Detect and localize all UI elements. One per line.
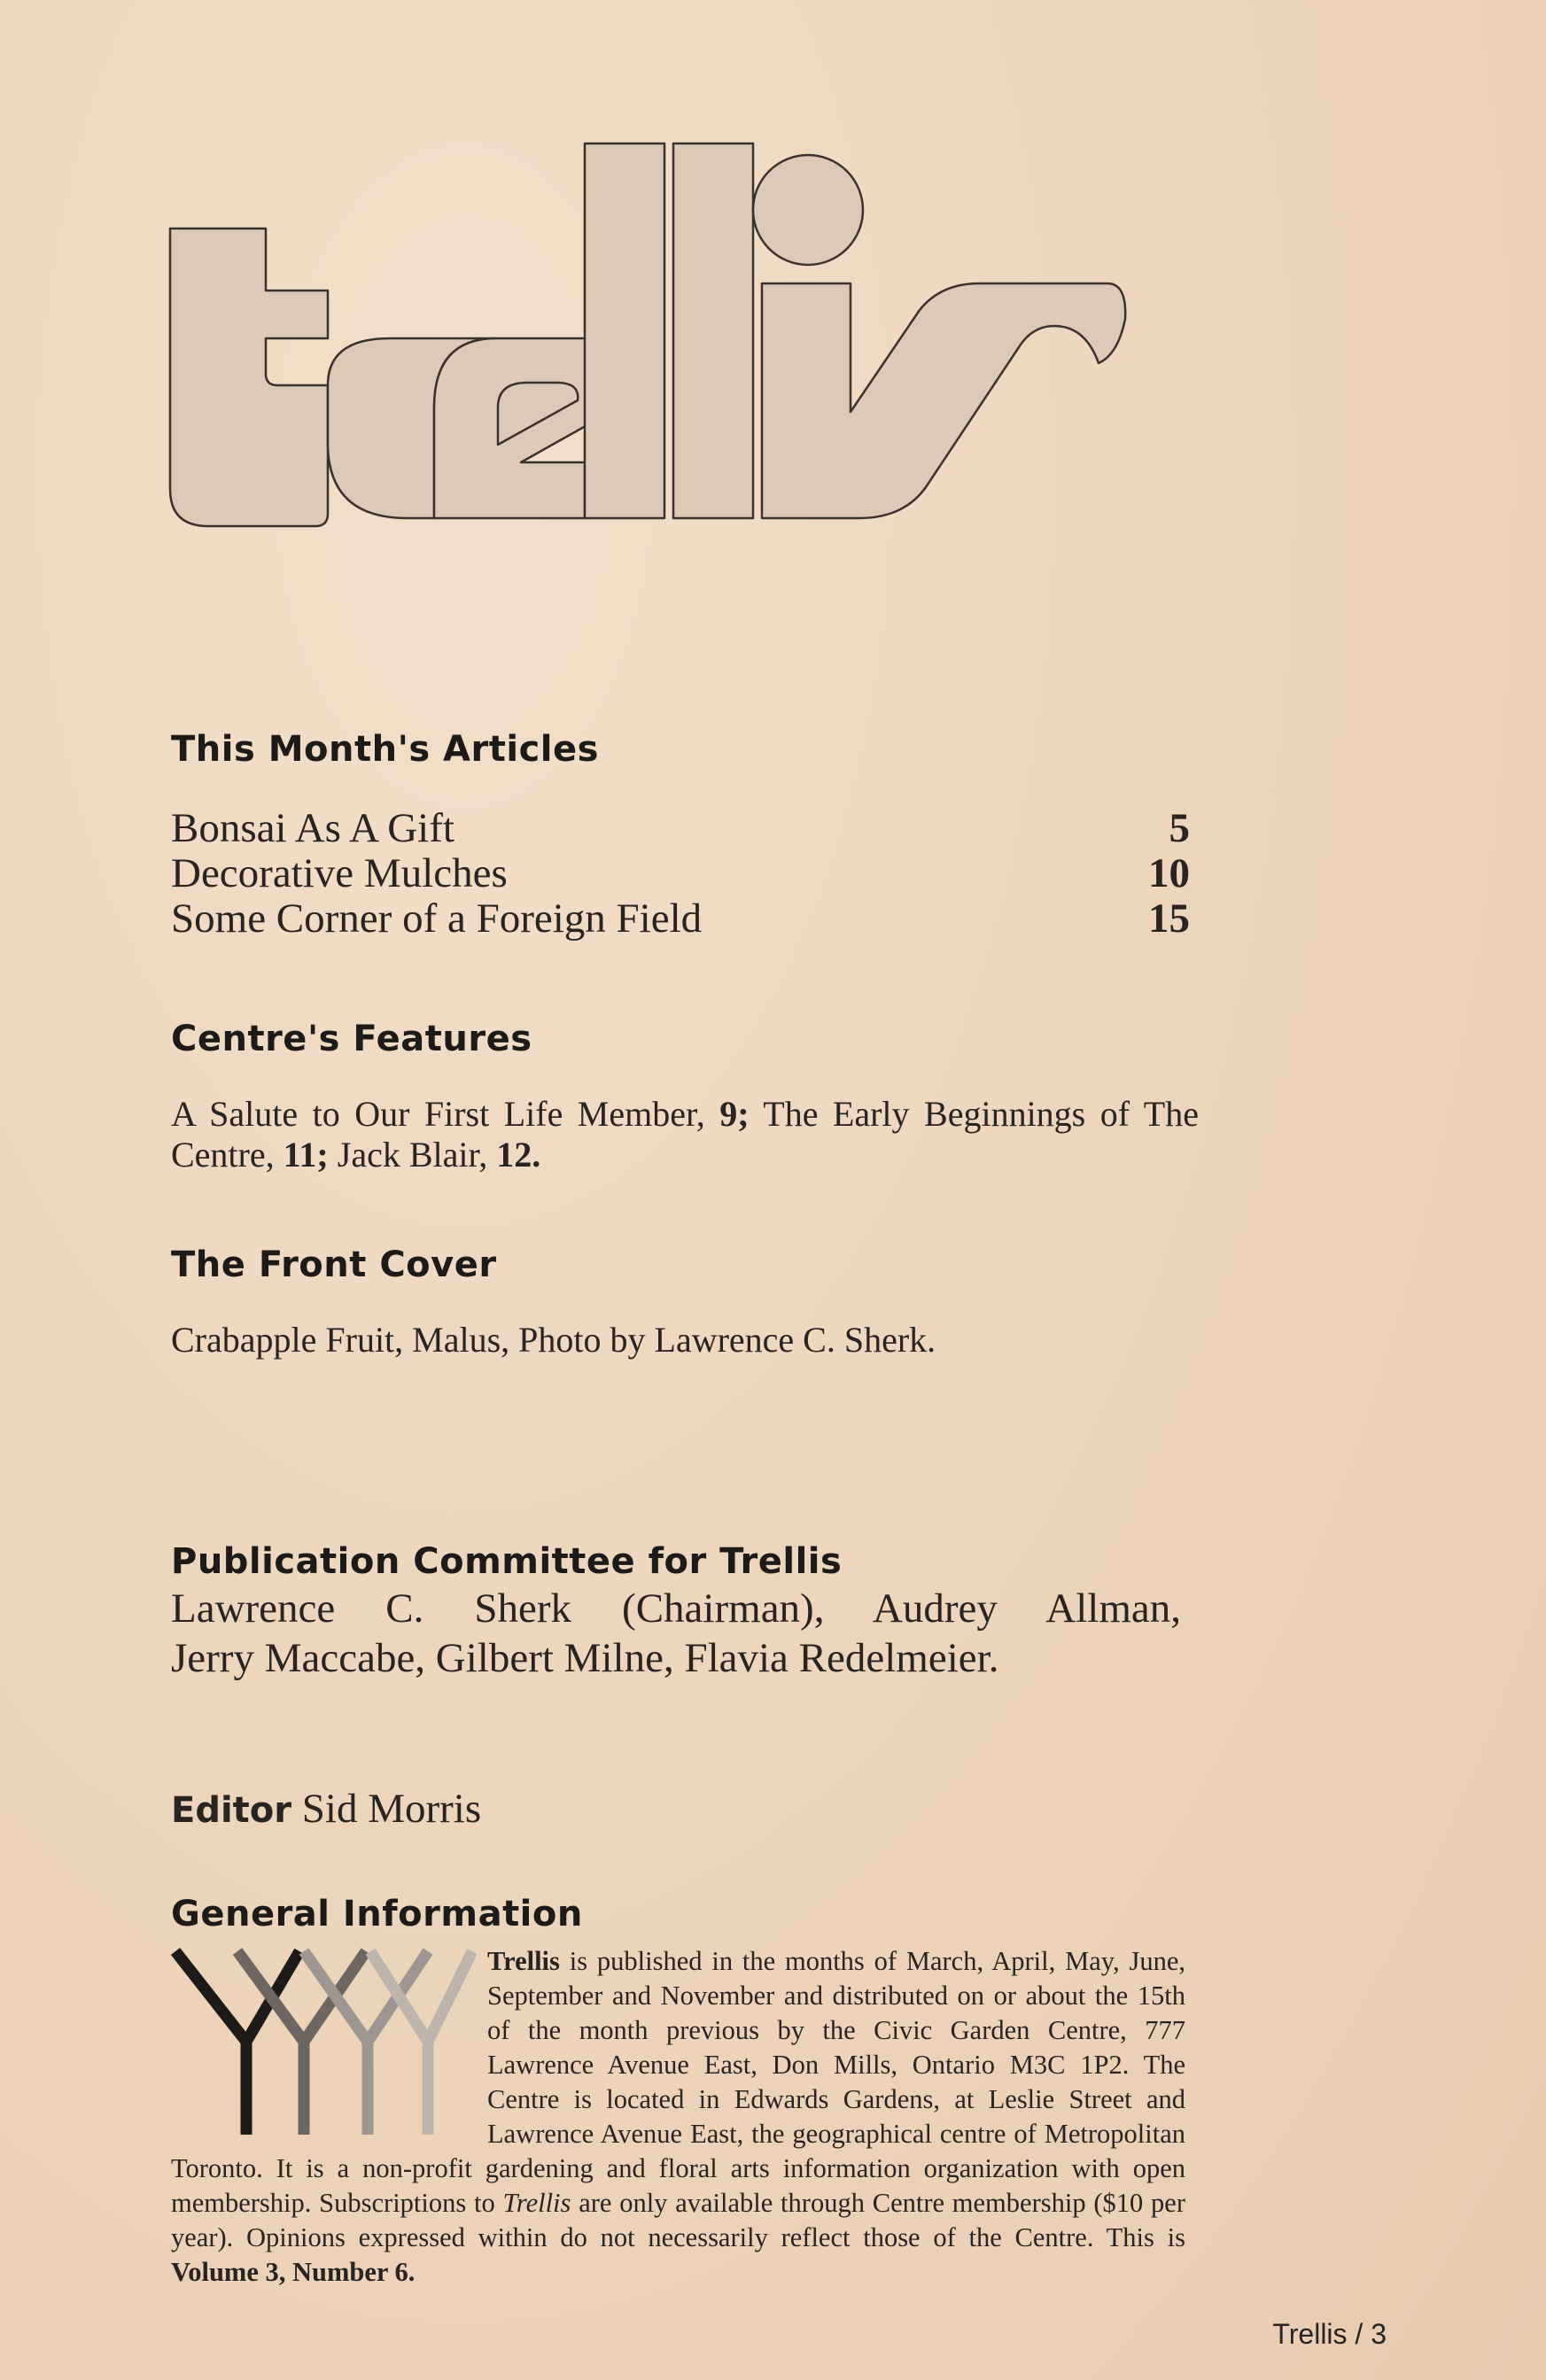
features-heading: Centre's Features xyxy=(171,1019,532,1059)
article-row[interactable] xyxy=(171,806,1190,851)
committee-line: Jerry Maccabe, Gilbert Milne, Flavia Redelmeier. xyxy=(171,1635,999,1681)
editor-name: Sid Morris xyxy=(301,1786,482,1832)
article-page: 10 xyxy=(1148,850,1190,896)
committee-heading: Publication Committee for Trellis xyxy=(171,1541,843,1582)
article-page: 5 xyxy=(1169,805,1190,851)
general-heading: General Information xyxy=(171,1894,583,1934)
cover-heading: The Front Cover xyxy=(171,1244,497,1285)
article-row[interactable] xyxy=(171,896,1190,942)
article-title: Some Corner of a Foreign Field xyxy=(171,895,703,942)
cover-text: Crabapple Fruit, Malus, Photo by Lawrence C. Sherk. xyxy=(171,1320,936,1360)
article-title: Decorative Mulches xyxy=(171,850,508,896)
features-text: A Salute to Our First Life Member, 9; The Early Beginnings of The Centre, 11; Jack Blair, 12. xyxy=(171,1094,1199,1174)
page-footer: Trellis / 3 xyxy=(1272,2318,1387,2350)
article-title: Bonsai As A Gift xyxy=(171,805,454,851)
editor-label: Editor xyxy=(171,1790,291,1831)
editor-line xyxy=(171,1785,481,1833)
general-text: Trellis is published in the months of March, April, May, June, September and November and distributed on or about the 15th of the month previous by the Civic Garden Centre, 777 Lawrence Avenue East, Don Mills, Ontario M3C 1P2. The Centre is located in Edwards Gardens, at Leslie Street and Lawrence Avenue East, the geographical centre of Metropolitan Toronto. It is a non-profit gardening and floral arts information organization with open membership. Subscriptions to Trellis are only available through Centre membership ($10 per year). Opinions expressed within do not necessarily reflect those of the Centre. This is Volume 3, Number 6. xyxy=(171,1946,1185,2287)
trellis-logo xyxy=(168,142,1329,540)
article-page: 15 xyxy=(1148,895,1190,942)
centre-logo xyxy=(171,1944,477,2135)
articles-heading: This Month's Articles xyxy=(171,729,599,770)
committee-line: Lawrence C. Sherk (Chairman), Audrey Allman, xyxy=(171,1585,1181,1632)
article-row[interactable] xyxy=(171,851,1190,896)
